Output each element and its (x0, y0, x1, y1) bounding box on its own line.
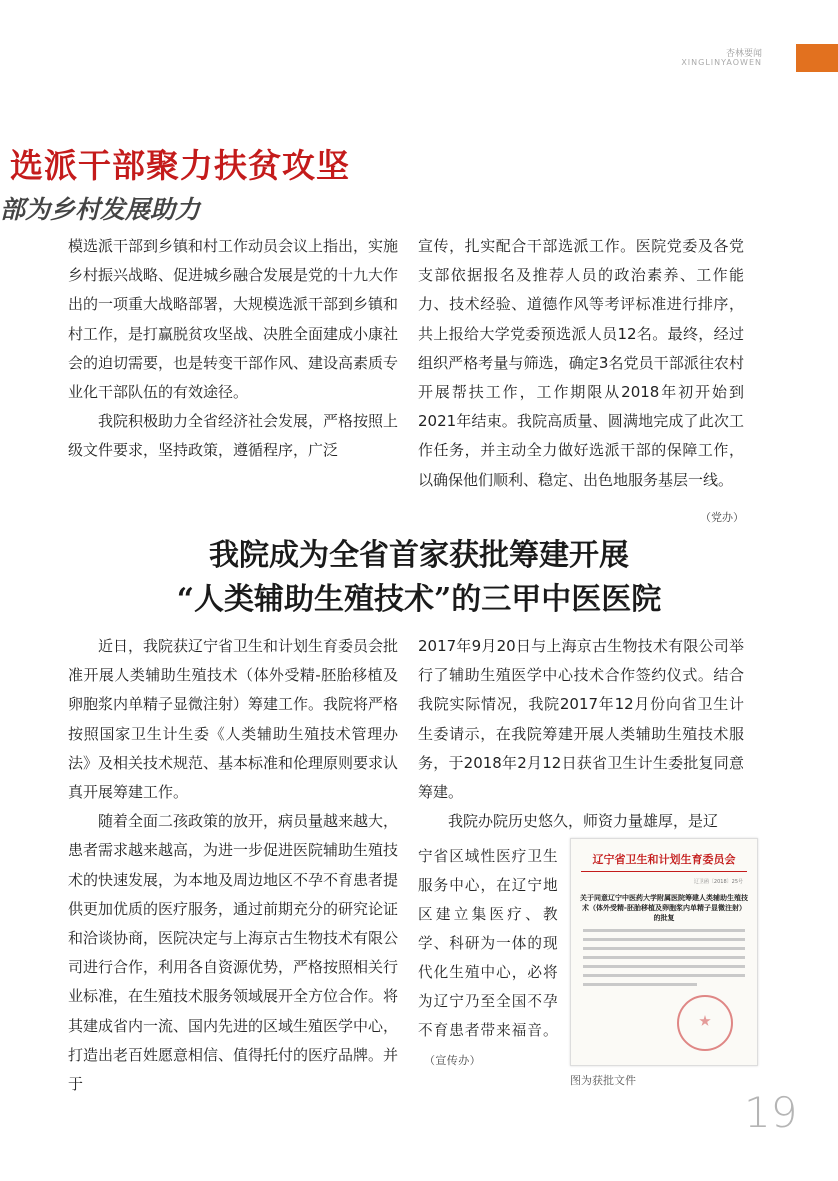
figure-caption: 图为获批文件 (570, 1074, 636, 1087)
section-accent-bar (796, 44, 838, 72)
article1-para (418, 232, 744, 524)
page-number: 19 (744, 1088, 798, 1137)
document-title: 关于同意辽宁中医药大学附属医院筹建人类辅助生殖技术（体外受精-胚胎移植及卵胞浆内单精子显微注射）的批复 (580, 894, 748, 922)
article2-para: 2017年9月20日与上海京古生物技术有限公司举行了辅助生殖医学中心技术合作签约仪式。结合我院实际情况，我院2017年12月份向省卫生计生委请示，在我院筹建开展人类辅助生殖技术服务，于2018年2月12日获省卫生计生委批复同意筹建。 (418, 637, 744, 802)
article2-left-column (68, 632, 398, 1099)
article2-para: 近日，我院获辽宁省卫生和计划生育委员会批准开展人类辅助生殖技术（体外受精-胚胎移植及卵胞浆内单精子显微注射）筹建工作。我院将严格按照国家卫生计生委《人类辅助生殖技术管理办法》及相关技术规范、基本标准和伦理原则要求认真开展筹建工作。 (68, 637, 399, 802)
article1-para-text: 宣传，扎实配合干部选派工作。医院党委及各党支部依据报名及推荐人员的政治素养、工作能力、技术经验、道德作风等考评标准进行排序，共上报给大学党委预选派人员12名。最终，经过组织严格考量与筛选，确定3名党员干部派往农村开展帮扶工作，工作期限从2018年初开始到2021年结束。我院高质量、圆满地完成了此次工作任务，并主动全力做好选派干部的保障工作，以确保他们顺利、稳定、出色地服务基层一线。 (418, 237, 744, 489)
article1-right-column (418, 232, 744, 532)
document-text-line (583, 956, 745, 959)
document-text-line (583, 974, 745, 977)
article2-para-start: 我院办院历史悠久，师资力量雄厚，是辽 (448, 812, 719, 831)
document-text-line (583, 965, 745, 968)
article1-para: 我院积极助力全省经济社会发展，严格按照上级文件要求，坚持政策，遵循程序，广泛 (68, 412, 399, 460)
official-seal (677, 995, 733, 1051)
article1-signature: （党办） (700, 510, 744, 524)
document-text-line (583, 983, 697, 986)
approval-document-image (570, 838, 758, 1066)
document-header: 辽宁省卫生和计划生育委员会 (592, 853, 736, 866)
article1-left-column (68, 232, 398, 466)
document-text-line (583, 938, 745, 941)
article1-title: 选派干部聚力扶贫攻坚 (10, 146, 350, 185)
article2-right-column (418, 632, 744, 836)
article2-wrap-column (418, 842, 558, 1075)
article1-subtitle: 部为乡村发展助力 (0, 195, 201, 224)
section-name-cn: 杏林要闻 (725, 49, 762, 59)
article2-para-rest (418, 842, 558, 1075)
article1-para: 模选派干部到乡镇和村工作动员会议上指出，实施乡村振兴战略、促进城乡融合发展是党的十九大作出的一项重大战略部署，大规模选派干部到乡镇和村工作，是打赢脱贫攻坚战、决胜全面建成小康社会的迫切需要，也是转变干部作风、建设高素质专业化干部队伍的有效途径。 (68, 237, 399, 402)
article2-headline-line2: “人类辅助生殖技术”的三甲中医医院 (176, 582, 662, 617)
document-header-rule (581, 871, 747, 872)
document-text-line (583, 947, 745, 950)
article2-para: 随着全面二孩政策的放开，病员量越来越大，患者需求越来越高，为进一步促进医院辅助生殖技术的快速发展，为本地及周边地区不孕不育患者提供更加优质的医疗服务，通过前期充分的研究论证和洽谈协商，医院决定与上海京古生物技术有限公司进行合作，利用各自资源优势，严格按照相关行业标准，在生殖技术服务领域展开全方位合作。将其建成省内一流、国内先进的区域生殖医学中心，打造出老百姓愿意相信、值得托付的医疗品牌。并于 (68, 812, 399, 1094)
article2-headline-line1: 我院成为全省首家获批筹建开展 (209, 538, 629, 573)
article2-signature: （宣传办） (424, 1054, 481, 1067)
document-text-line (583, 929, 745, 932)
article2-para-rest-text: 宁省区域性医疗卫生服务中心，在辽宁地区建立集医疗、教学、科研为一体的现代化生殖中心，必将为辽宁乃至全国不孕不育患者带来福音。 (418, 848, 558, 1039)
section-name-en: XINGLINYAOWEN (681, 58, 762, 67)
document-number: 辽卫函〔2018〕25号 (693, 879, 743, 885)
